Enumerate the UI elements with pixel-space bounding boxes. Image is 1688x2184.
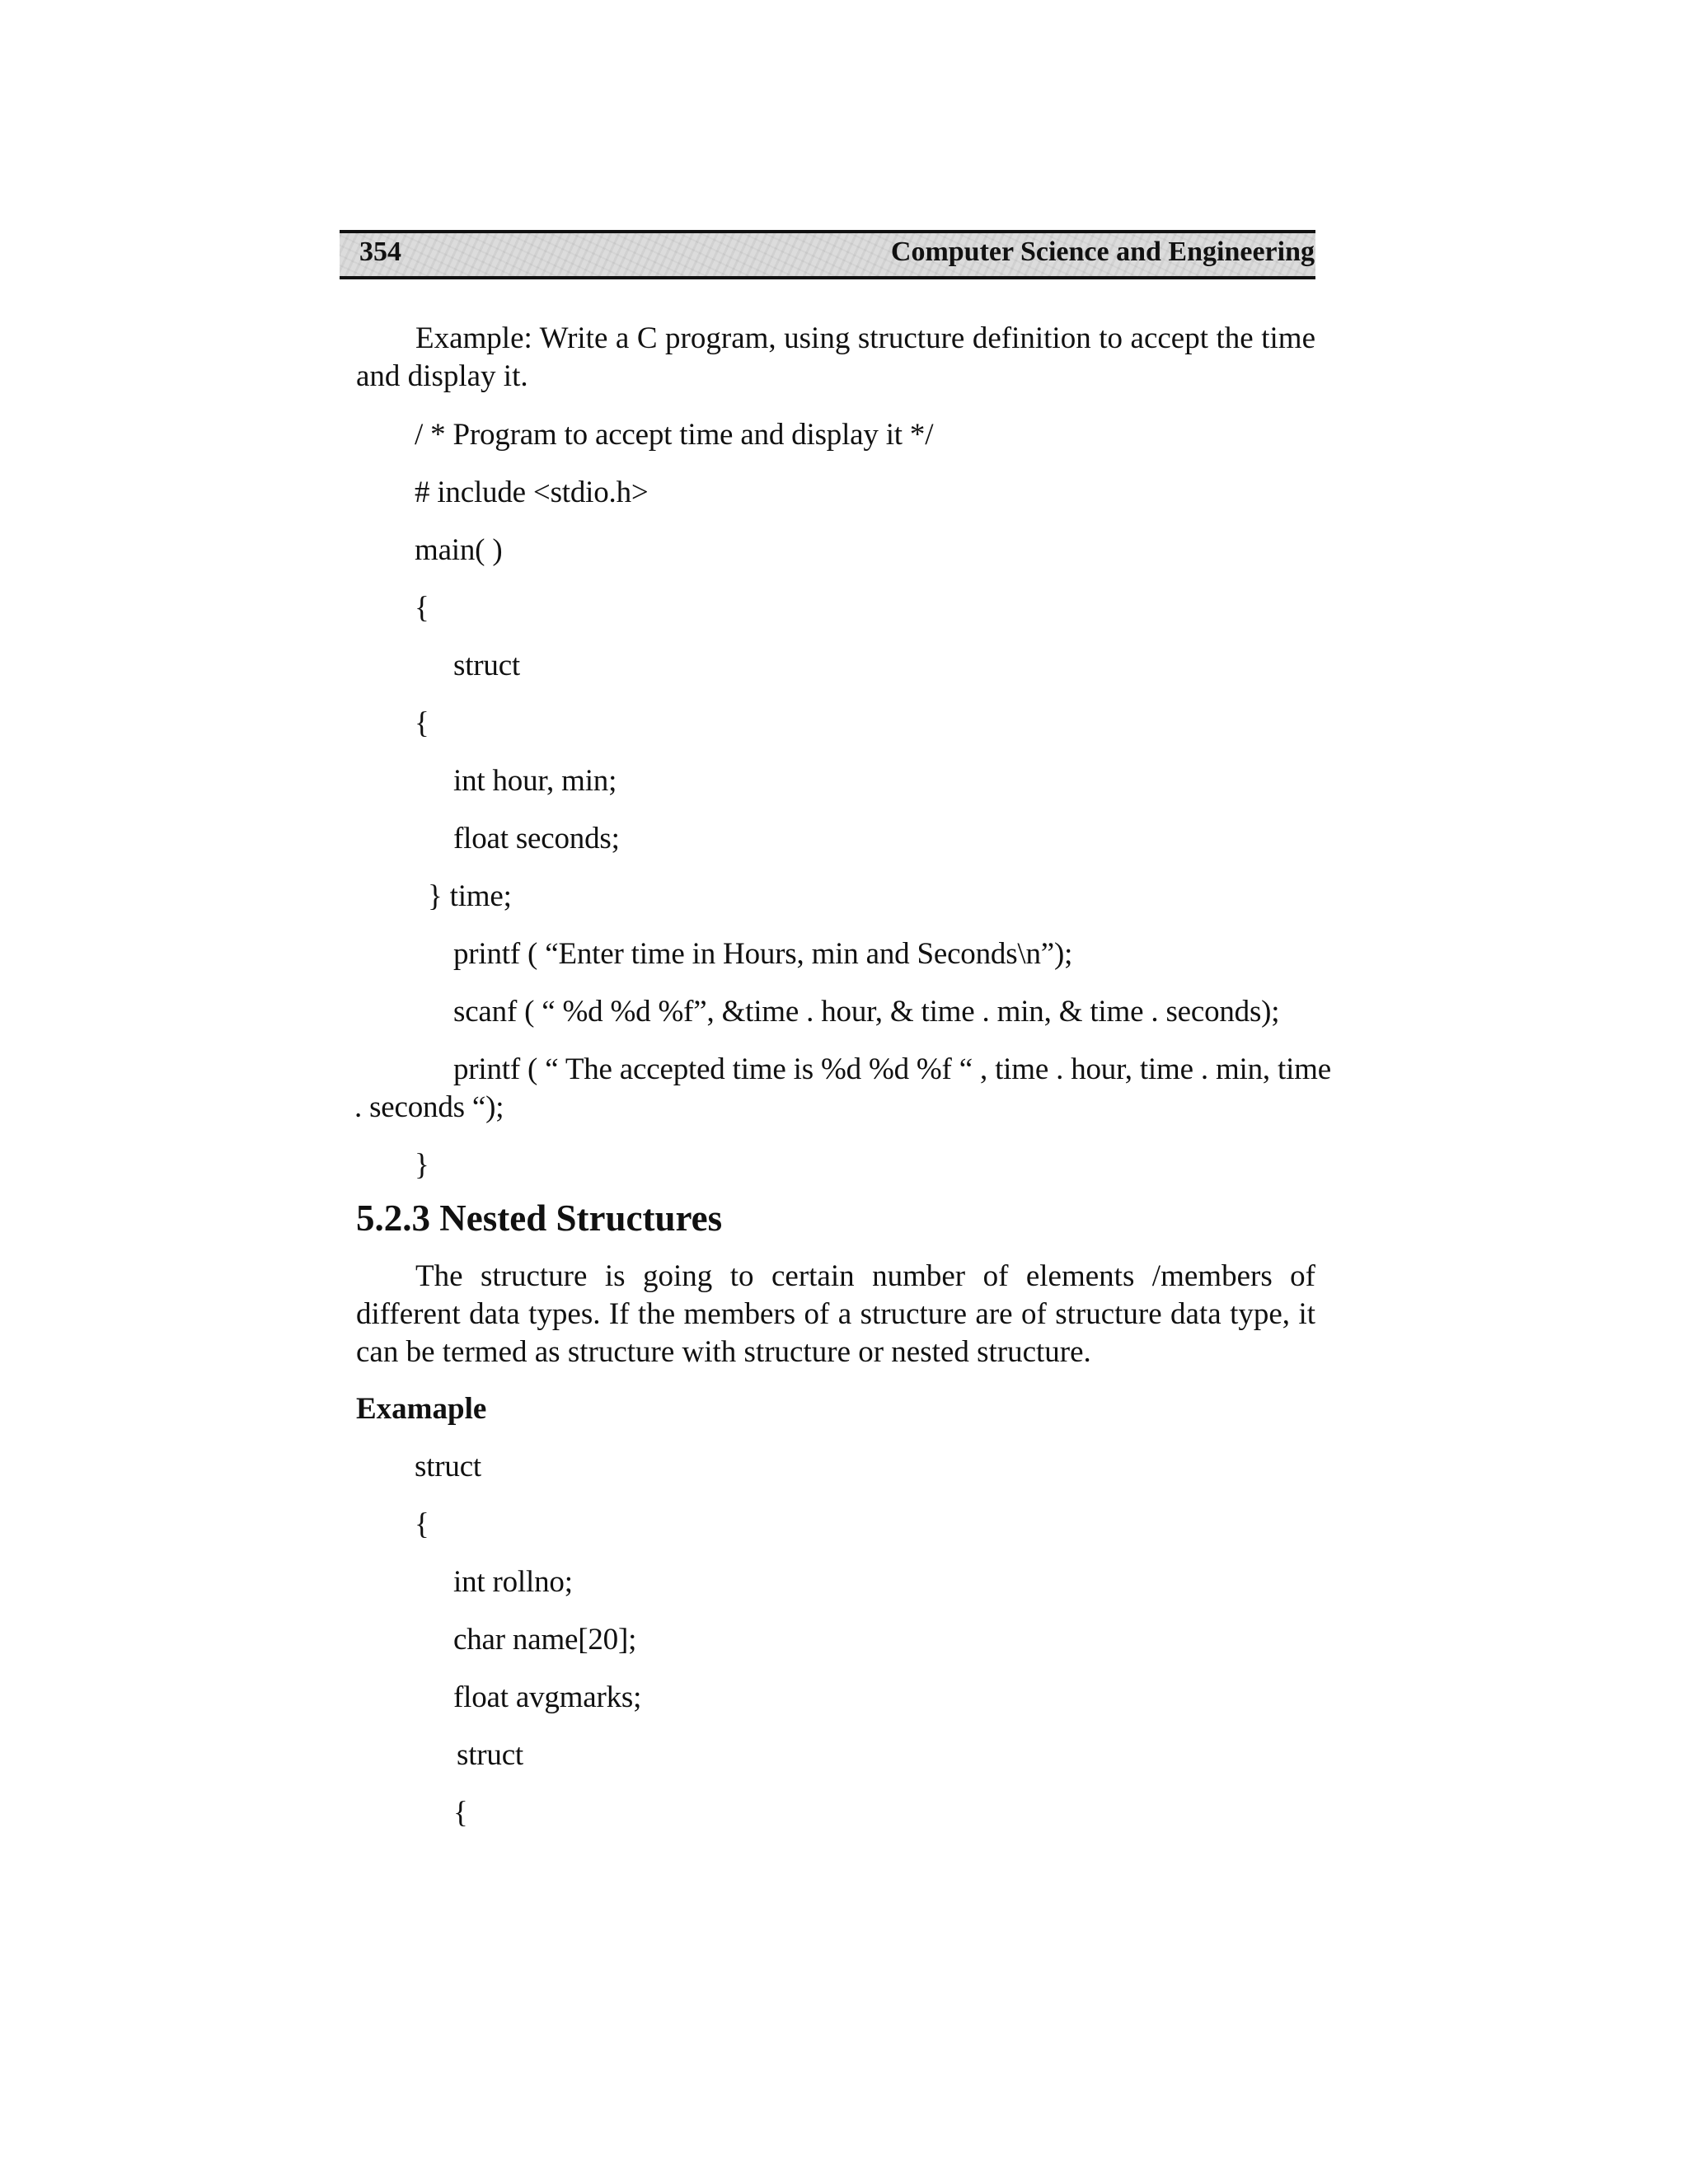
page-number: 354 — [359, 237, 401, 267]
example2-member-avgmarks: float avgmarks; — [453, 1680, 642, 1714]
code-struct-keyword: struct — [453, 649, 521, 682]
section-heading: 5.2.3 Nested Structures — [356, 1197, 723, 1239]
code-struct-close: } time; — [428, 879, 512, 913]
code-include: # include <stdio.h> — [415, 476, 649, 509]
code-printf-accepted-line2: . seconds “); — [354, 1090, 504, 1124]
example2-member-name: char name[20]; — [453, 1623, 637, 1657]
example2-inner-open-brace: { — [453, 1796, 468, 1830]
example2-member-rollno: int rollno; — [453, 1565, 573, 1599]
code-member-seconds: float seconds; — [453, 822, 620, 855]
code-open-brace: { — [415, 591, 429, 625]
code-printf-enter: printf ( “Enter time in Hours, min and Seconds\n”); — [453, 937, 1073, 971]
code-comment: / * Program to accept time and display it */ — [415, 418, 934, 452]
example2-inner-struct-keyword: struct — [457, 1738, 524, 1772]
code-printf-accepted-line1: printf ( “ The accepted time is %d %d %f “ , time . hour, time . min, time — [453, 1052, 1331, 1086]
example-label: Examaple — [356, 1392, 487, 1426]
example2-open-brace: { — [415, 1507, 429, 1541]
running-header-title: Computer Science and Engineering — [890, 237, 1315, 267]
code-member-hour-min: int hour, min; — [453, 764, 617, 798]
code-scanf: scanf ( “ %d %d %f”, &time . hour, & time . min, & time . seconds); — [453, 995, 1280, 1029]
example2-struct-keyword: struct — [415, 1450, 482, 1483]
code-main: main( ) — [415, 533, 503, 567]
code-struct-open-brace: { — [415, 706, 429, 740]
example-intro-paragraph: Example: Write a C program, using structure definition to accept the time and display it. — [356, 321, 1315, 393]
code-close-brace: } — [415, 1148, 429, 1182]
section-paragraph: The structure is going to certain number of elements /members of different data types. If the members of a structure are of structure data type, it can be termed as structure with structure or nested structure. — [356, 1259, 1315, 1369]
